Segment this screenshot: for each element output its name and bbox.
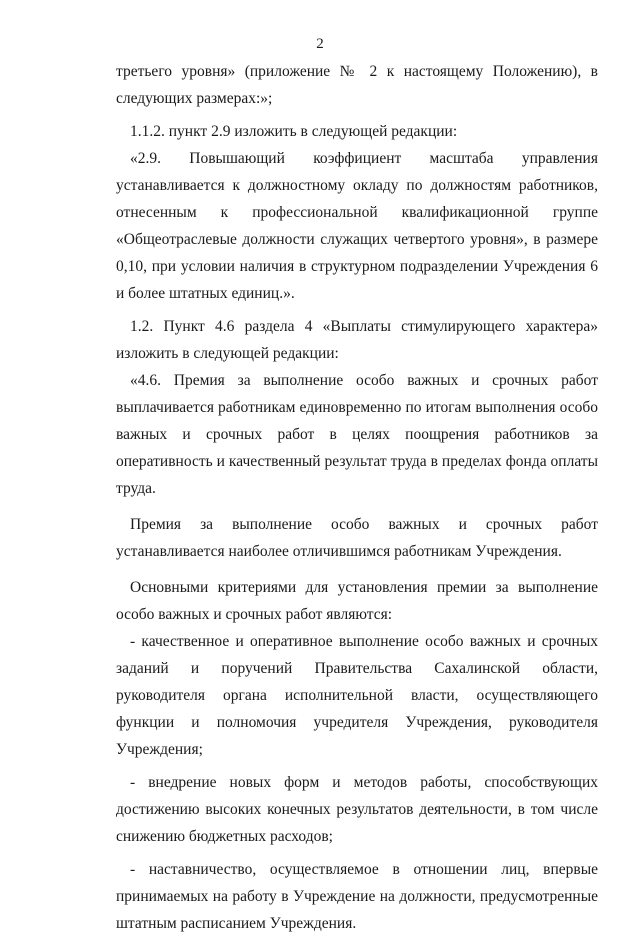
paragraph-clause-4-6: «4.6. Премия за выполнение особо важных и срочных работ выплачивается работникам единовременно по итогам выполнения особо важных и срочных работ в целях поощрения работников за оперативность и качественный результат труда в пределах фонда оплаты труда. (116, 372, 598, 497)
paragraph-criteria-intro: Основными критериями для установления премии за выполнение особо важных и срочных работ являются: (116, 579, 598, 623)
list-item-criterion-3: - наставничество, осуществляемое в отношении лиц, впервые принимаемых на работу в Учреждение на должности, предусмотренные штатным расписанием Учреждения. (116, 861, 598, 932)
paragraph-continuation: третьего уровня» (приложение № 2 к настоящему Положению), в следующих размерах:»; (116, 63, 598, 107)
paragraph-bonus-eligibility: Премия за выполнение особо важных и срочных работ устанавливается наиболее отличившимся работникам Учреждения. (116, 516, 598, 560)
list-item-criterion-1: - качественное и оперативное выполнение особо важных и срочных заданий и поручений Правительства Сахалинской области, руководителя органа исполнительной власти, осуществляющего функции и полномочия учредителя Учреждения, руководителя Учреждения; (116, 633, 598, 758)
page-number: 2 (316, 36, 324, 52)
document-body (116, 58, 598, 937)
paragraph-item-1-2: 1.2. Пункт 4.6 раздела 4 «Выплаты стимулирующего характера» изложить в следующей редакции: (116, 318, 598, 362)
list-item-criterion-2: - внедрение новых форм и методов работы, способствующих достижению высоких конечных результатов деятельности, в том числе снижению бюджетных расходов; (116, 774, 598, 845)
paragraph-item-1-1-2: 1.1.2. пункт 2.9 изложить в следующей редакции: (130, 123, 458, 140)
paragraph-clause-2-9: «2.9. Повышающий коэффициент масштаба управления устанавливается к должностному окладу по должностям работников, отнесенным к профессиональной квалификационной группе «Общеотраслевые должности служащих четвертого уровня», в размере 0,10, при условии наличия в структурном подразделении Учреждения 6 и более штатных единиц.». (116, 150, 598, 302)
